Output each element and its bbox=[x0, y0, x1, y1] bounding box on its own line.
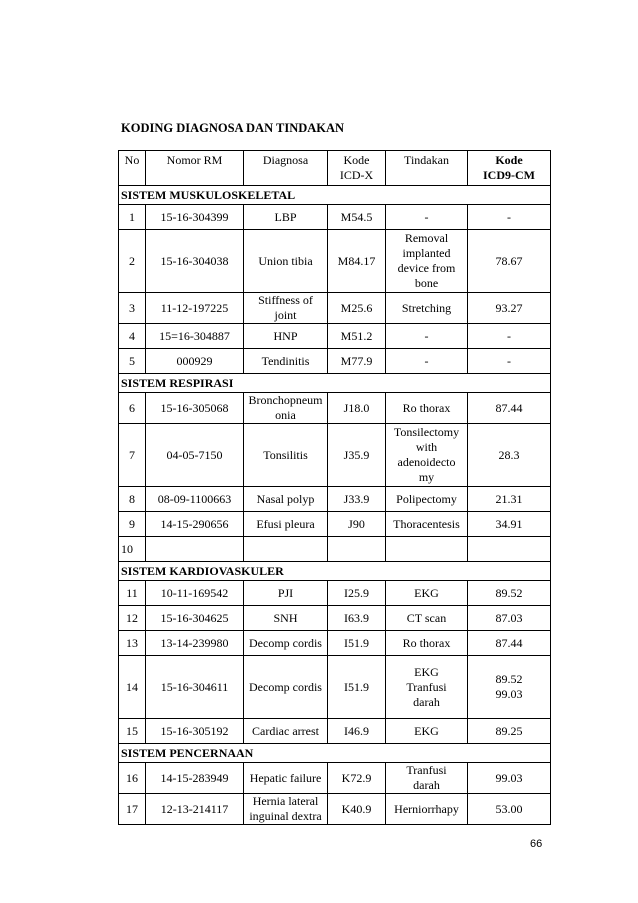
cell-kode-icd9: 78.67 bbox=[468, 230, 551, 293]
cell-no: 16 bbox=[119, 763, 146, 794]
section-row bbox=[119, 374, 551, 393]
cell-diagnosa: HNP bbox=[244, 324, 328, 349]
cell-diagnosa: Cardiac arrest bbox=[244, 719, 328, 744]
cell-kode-icd9: 34.91 bbox=[468, 512, 551, 537]
cell-diagnosa: Tendinitis bbox=[244, 349, 328, 374]
cell-nomor-rm: 12-13-214117 bbox=[146, 794, 244, 825]
table-row bbox=[119, 581, 551, 606]
header-diagnosa: Diagnosa bbox=[244, 151, 328, 186]
cell-kode-icd9: 87.44 bbox=[468, 631, 551, 656]
table-row bbox=[119, 205, 551, 230]
cell-nomor-rm: 13-14-239980 bbox=[146, 631, 244, 656]
cell-kode-icdx: M51.2 bbox=[328, 324, 386, 349]
cell-kode-icdx: M54.5 bbox=[328, 205, 386, 230]
cell-kode-icdx bbox=[328, 537, 386, 562]
cell-no: 15 bbox=[119, 719, 146, 744]
table-row bbox=[119, 324, 551, 349]
cell-nomor-rm: 11-12-197225 bbox=[146, 293, 244, 324]
cell-tindakan: EKG bbox=[386, 581, 468, 606]
cell-kode-icd9: - bbox=[468, 324, 551, 349]
cell-nomor-rm: 14-15-283949 bbox=[146, 763, 244, 794]
cell-kode-icd9: 28.3 bbox=[468, 424, 551, 487]
cell-tindakan: - bbox=[386, 349, 468, 374]
cell-kode-icdx: M77.9 bbox=[328, 349, 386, 374]
cell-no: 4 bbox=[119, 324, 146, 349]
section-title: SISTEM RESPIRASI bbox=[119, 374, 551, 393]
header-tindakan: Tindakan bbox=[386, 151, 468, 186]
cell-tindakan: Polipectomy bbox=[386, 487, 468, 512]
cell-nomor-rm: 10-11-169542 bbox=[146, 581, 244, 606]
cell-tindakan: Removal implanted device from bone bbox=[386, 230, 468, 293]
section-title: SISTEM MUSKULOSKELETAL bbox=[119, 186, 551, 205]
cell-tindakan: EKG bbox=[386, 719, 468, 744]
cell-kode-icdx: K72.9 bbox=[328, 763, 386, 794]
cell-kode-icdx: J35.9 bbox=[328, 424, 386, 487]
cell-kode-icdx: I63.9 bbox=[328, 606, 386, 631]
cell-tindakan: - bbox=[386, 205, 468, 230]
cell-diagnosa: Nasal polyp bbox=[244, 487, 328, 512]
coding-table bbox=[118, 150, 551, 825]
cell-kode-icdx: J33.9 bbox=[328, 487, 386, 512]
cell-kode-icd9: 93.27 bbox=[468, 293, 551, 324]
cell-kode-icd9 bbox=[468, 537, 551, 562]
cell-kode-icd9: 99.03 bbox=[468, 763, 551, 794]
cell-kode-icd9: - bbox=[468, 349, 551, 374]
cell-diagnosa: SNH bbox=[244, 606, 328, 631]
cell-nomor-rm: 15=16-304887 bbox=[146, 324, 244, 349]
document-title: KODING DIAGNOSA DAN TINDAKAN bbox=[121, 121, 345, 135]
cell-diagnosa: Union tibia bbox=[244, 230, 328, 293]
table-row bbox=[119, 512, 551, 537]
cell-no: 8 bbox=[119, 487, 146, 512]
table-body bbox=[119, 186, 551, 825]
header-no: No bbox=[119, 151, 146, 186]
section-row bbox=[119, 186, 551, 205]
cell-diagnosa: Hernia lateral inguinal dextra bbox=[244, 794, 328, 825]
cell-no: 17 bbox=[119, 794, 146, 825]
cell-kode-icd9: 89.52 bbox=[468, 581, 551, 606]
cell-diagnosa: PJI bbox=[244, 581, 328, 606]
cell-diagnosa: Hepatic failure bbox=[244, 763, 328, 794]
cell-tindakan: Tranfusi darah bbox=[386, 763, 468, 794]
table-row bbox=[119, 537, 551, 562]
cell-kode-icdx: J18.0 bbox=[328, 393, 386, 424]
cell-no: 3 bbox=[119, 293, 146, 324]
cell-tindakan: Ro thorax bbox=[386, 631, 468, 656]
header-kode-icd9: Kode ICD9-CM bbox=[468, 151, 551, 186]
cell-nomor-rm: 15-16-305068 bbox=[146, 393, 244, 424]
cell-kode-icd9: 89.52 99.03 bbox=[468, 656, 551, 719]
cell-kode-icdx: I51.9 bbox=[328, 656, 386, 719]
section-row bbox=[119, 562, 551, 581]
cell-tindakan: EKG Tranfusi darah bbox=[386, 656, 468, 719]
cell-nomor-rm: 15-16-304625 bbox=[146, 606, 244, 631]
cell-diagnosa: Stiffness of joint bbox=[244, 293, 328, 324]
table-row bbox=[119, 719, 551, 744]
cell-tindakan: - bbox=[386, 324, 468, 349]
cell-tindakan: Tonsilectomy with adenoidecto my bbox=[386, 424, 468, 487]
cell-nomor-rm: 000929 bbox=[146, 349, 244, 374]
cell-nomor-rm: 15-16-304399 bbox=[146, 205, 244, 230]
cell-nomor-rm: 08-09-1100663 bbox=[146, 487, 244, 512]
cell-no: 2 bbox=[119, 230, 146, 293]
cell-no: 5 bbox=[119, 349, 146, 374]
cell-tindakan: CT scan bbox=[386, 606, 468, 631]
cell-no: 13 bbox=[119, 631, 146, 656]
cell-no: 1 bbox=[119, 205, 146, 230]
table-row bbox=[119, 763, 551, 794]
cell-nomor-rm: 15-16-304611 bbox=[146, 656, 244, 719]
cell-kode-icdx: I51.9 bbox=[328, 631, 386, 656]
table-row bbox=[119, 794, 551, 825]
cell-no: 6 bbox=[119, 393, 146, 424]
cell-diagnosa: Tonsilitis bbox=[244, 424, 328, 487]
header-nomor-rm: Nomor RM bbox=[146, 151, 244, 186]
cell-no: 12 bbox=[119, 606, 146, 631]
section-title: SISTEM PENCERNAAN bbox=[119, 744, 551, 763]
cell-nomor-rm bbox=[146, 537, 244, 562]
header-row bbox=[119, 151, 551, 186]
cell-tindakan: Stretching bbox=[386, 293, 468, 324]
table-row bbox=[119, 293, 551, 324]
cell-diagnosa bbox=[244, 537, 328, 562]
cell-no: 14 bbox=[119, 656, 146, 719]
cell-tindakan bbox=[386, 537, 468, 562]
cell-kode-icdx: M25.6 bbox=[328, 293, 386, 324]
cell-diagnosa: Decomp cordis bbox=[244, 631, 328, 656]
cell-tindakan: Thoracentesis bbox=[386, 512, 468, 537]
cell-nomor-rm: 04-05-7150 bbox=[146, 424, 244, 487]
page-number: 66 bbox=[530, 838, 543, 850]
section-title: SISTEM KARDIOVASKULER bbox=[119, 562, 551, 581]
table-row bbox=[119, 656, 551, 719]
cell-kode-icdx: M84.17 bbox=[328, 230, 386, 293]
cell-kode-icd9: 89.25 bbox=[468, 719, 551, 744]
table-row bbox=[119, 606, 551, 631]
cell-diagnosa: Decomp cordis bbox=[244, 656, 328, 719]
cell-diagnosa: Efusi pleura bbox=[244, 512, 328, 537]
cell-kode-icdx: I25.9 bbox=[328, 581, 386, 606]
table-row bbox=[119, 393, 551, 424]
cell-nomor-rm: 15-16-304038 bbox=[146, 230, 244, 293]
cell-nomor-rm: 15-16-305192 bbox=[146, 719, 244, 744]
cell-diagnosa: Bronchopneum onia bbox=[244, 393, 328, 424]
cell-kode-icdx: J90 bbox=[328, 512, 386, 537]
cell-no: 11 bbox=[119, 581, 146, 606]
cell-kode-icd9: 87.03 bbox=[468, 606, 551, 631]
header-kode-icdx: Kode ICD-X bbox=[328, 151, 386, 186]
cell-tindakan: Herniorrhapy bbox=[386, 794, 468, 825]
table-row bbox=[119, 631, 551, 656]
section-row bbox=[119, 744, 551, 763]
cell-diagnosa: LBP bbox=[244, 205, 328, 230]
cell-kode-icd9: - bbox=[468, 205, 551, 230]
cell-nomor-rm: 14-15-290656 bbox=[146, 512, 244, 537]
cell-kode-icdx: K40.9 bbox=[328, 794, 386, 825]
cell-kode-icd9: 87.44 bbox=[468, 393, 551, 424]
cell-no: 10 bbox=[119, 537, 146, 562]
cell-kode-icd9: 53.00 bbox=[468, 794, 551, 825]
cell-kode-icdx: I46.9 bbox=[328, 719, 386, 744]
cell-kode-icd9: 21.31 bbox=[468, 487, 551, 512]
table-row bbox=[119, 424, 551, 487]
cell-tindakan: Ro thorax bbox=[386, 393, 468, 424]
cell-no: 9 bbox=[119, 512, 146, 537]
table-row bbox=[119, 349, 551, 374]
table-row bbox=[119, 230, 551, 293]
table-row bbox=[119, 487, 551, 512]
cell-no: 7 bbox=[119, 424, 146, 487]
